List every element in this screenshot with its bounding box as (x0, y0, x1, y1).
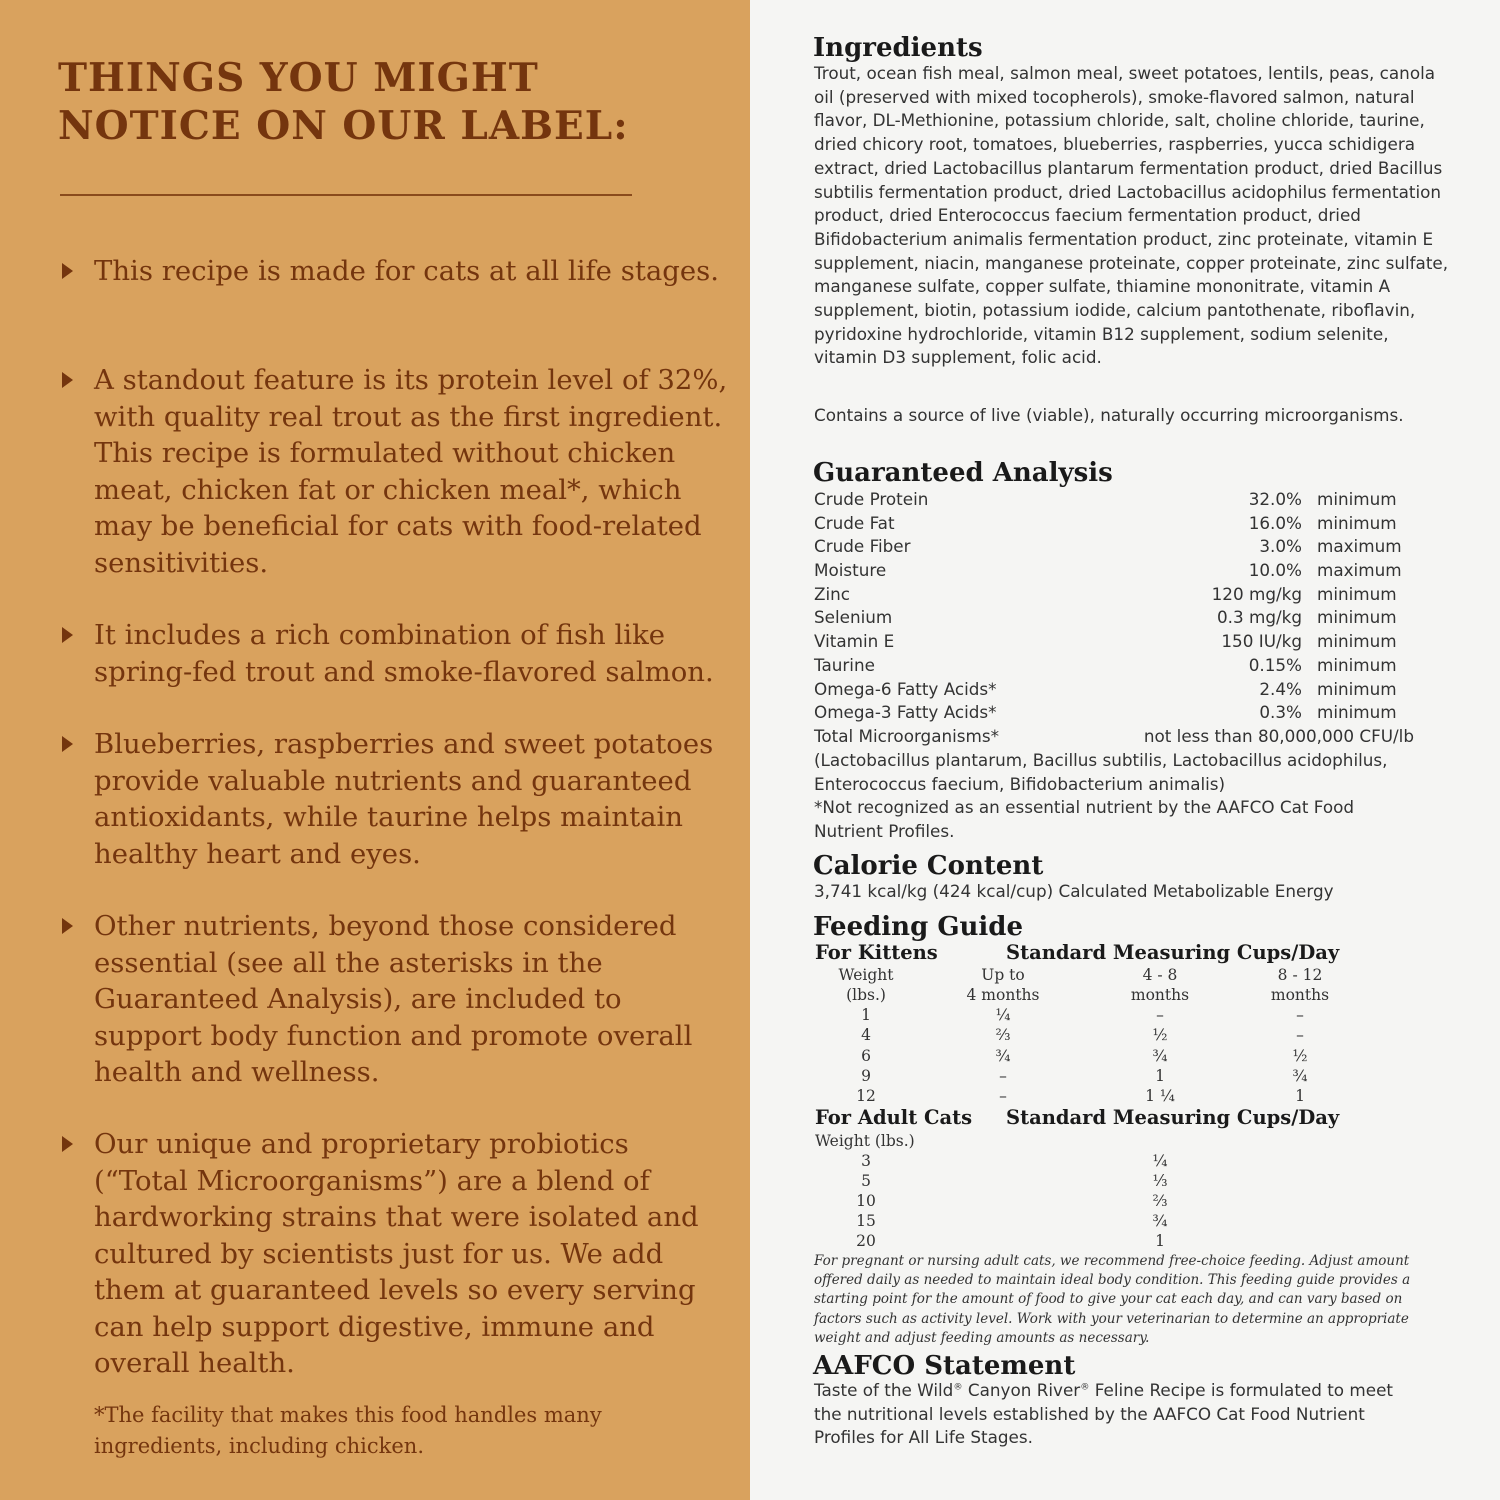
feeding-guide-heading: Feeding Guide (813, 912, 1024, 942)
ga-row (814, 535, 1414, 559)
ga-qualifier: minimum (1317, 489, 1397, 509)
ga-qualifier: minimum (1317, 702, 1397, 723)
kitten-table-cell: – (1156, 1006, 1164, 1024)
ga-value: 16.0% (1248, 512, 1302, 533)
kitten-table-cell: 9 (861, 1066, 871, 1085)
kitten-table-cell: ¾ (1292, 1066, 1308, 1085)
ga-qualifier: maximum (1317, 536, 1402, 557)
ga-row (814, 606, 1414, 630)
kitten-table-cell: 12 (856, 1087, 876, 1106)
adult-table-cell: 20 (856, 1232, 876, 1250)
arrow-icon (62, 372, 73, 388)
kitten-table-header: Up to (981, 966, 1025, 984)
guaranteed-analysis-table (814, 488, 1414, 749)
kitten-table-cell: ½ (1152, 1026, 1168, 1045)
kitten-table-cell: 1 ¼ (1145, 1087, 1175, 1106)
kitten-table-cell: ⅔ (995, 1026, 1011, 1045)
ga-row (814, 678, 1414, 702)
kitten-table-cell: ¼ (995, 1006, 1011, 1024)
ingredients-heading: Ingredients (813, 33, 983, 63)
kitten-table-cell: ½ (1292, 1046, 1308, 1065)
ga-qualifier: minimum (1317, 607, 1397, 628)
bullet-text: This recipe is made for cats at all life stages. (94, 255, 719, 287)
adult-table-cell: 10 (856, 1192, 876, 1210)
bullet-life-stages (60, 253, 730, 290)
label-notice-title: THINGS YOU MIGHT NOTICE ON OUR LABEL: (58, 55, 629, 149)
brand-name: Taste of the Wild (814, 1380, 954, 1400)
bullet-protein (60, 362, 730, 581)
kitten-table-header: 8 - 12 (1277, 966, 1323, 984)
bullet-fish (60, 617, 730, 690)
ga-nutrient: Total Microorganisms* (814, 725, 1000, 746)
bullet-probiotics (60, 1126, 730, 1382)
ga-row (814, 630, 1414, 654)
ga-row (814, 512, 1414, 536)
aafco-statement (814, 1379, 1424, 1450)
ga-value: 150 IU/kg (1221, 631, 1302, 652)
strains-list: (Lactobacillus plantarum, Bacillus subtilis, Lactobacillus acidophilus, Enterococcus faecium, Bifidobacterium animalis) (814, 750, 1388, 794)
title-divider (60, 194, 632, 196)
arrow-icon (62, 918, 73, 934)
ga-row (814, 583, 1414, 607)
kitten-table-cell: – (999, 1087, 1007, 1106)
ga-value: 0.15% (1248, 654, 1302, 675)
feeding-note: For pregnant or nursing adult cats, we recommend free-choice feeding. Adjust amount offered daily as needed to maintain ideal body condition. This feeding guide provides a starting point for the amount of food to give your cat each day, and can vary based on factors such as activity level. Work with your veterinarian to determine an appropriate weight and adjust feeding amounts as necessary. (814, 1253, 1411, 1346)
ga-value: 0.3 mg/kg (1216, 607, 1302, 628)
adults-label: For Adult Cats (815, 1106, 973, 1129)
ga-value: not less than 80,000,000 CFU/lb (1143, 725, 1414, 746)
aafco-heading: AAFCO Statement (813, 1351, 1076, 1381)
ga-qualifier: maximum (1317, 560, 1402, 581)
ga-value: 120 mg/kg (1211, 583, 1302, 604)
bullet-text: Blueberries, raspberries and sweet potatoes provide valuable nutrients and guaranteed antioxidants, while taurine helps maintain healthy heart and eyes. (94, 728, 714, 870)
ga-nutrient: Moisture (814, 560, 887, 581)
ga-qualifier: minimum (1317, 631, 1397, 652)
kitten-table-header: months (1270, 986, 1330, 1004)
kitten-table-cell: – (999, 1066, 1007, 1085)
ga-qualifier: minimum (1317, 654, 1397, 675)
ga-nutrient: Vitamin E (814, 631, 895, 652)
adult-table-cell: ¼ (1152, 1152, 1168, 1170)
kittens-label: For Kittens (815, 941, 938, 964)
kitten-table-cell: 4 (861, 1026, 871, 1045)
ga-row (814, 488, 1414, 512)
kitten-table-header: (lbs.) (846, 986, 886, 1004)
kittens-cups-label: Standard Measuring Cups/Day (1006, 941, 1340, 964)
ga-value: 0.3% (1259, 702, 1302, 723)
ga-row (814, 559, 1414, 583)
kitten-table-cell: ¾ (995, 1046, 1011, 1065)
ga-qualifier: minimum (1317, 512, 1397, 533)
ga-qualifier: minimum (1317, 583, 1397, 604)
live-microorganisms-note: Contains a source of live (viable), naturally occurring microorganisms. (814, 405, 1404, 425)
arrow-icon (62, 627, 73, 643)
ga-value: 2.4% (1259, 678, 1302, 699)
ga-nutrient: Omega-6 Fatty Acids* (814, 678, 997, 699)
calorie-content-text: 3,741 kcal/kg (424 kcal/cup) Calculated Metabolizable Energy (814, 881, 1334, 901)
ga-nutrient: Taurine (814, 654, 875, 675)
bullet-other-nutrients (60, 908, 730, 1091)
ga-nutrient: Omega-3 Fatty Acids* (814, 702, 997, 723)
kitten-table-cell: – (1296, 1026, 1304, 1045)
ingredients-text: Trout, ocean fish meal, salmon meal, sweet potatoes, lentils, peas, canola oil (preserved with mixed tocopherols), smoke-flavored salmon, natural flavor, DL-Methionine, potassium chloride, salt, choline chloride, taurine, dried chicory root, tomatoes, blueberries, raspberries, yucca schidigera extract, dried Lactobacillus plantarum fermentation product, dried Bacillus subtilis fermentation product, dried Lactobacillus acidophilus fermentation product, dried Enterococcus faecium fermentation product, dried Bifidobacterium animalis fermentation product, zinc proteinate, vitamin E supplement, niacin, manganese proteinate, copper proteinate, zinc sulfate, manganese sulfate, copper sulfate, thiamine mononitrate, vitamin A supplement, biotin, potassium iodide, calcium pantothenate, riboflavin, pyridoxine hydrochloride, vitamin B12 supplement, sodium selenite, vitamin D3 supplement, folic acid. (814, 63, 1449, 368)
guaranteed-analysis-heading: Guaranteed Analysis (813, 458, 1113, 488)
kitten-table-cell: – (1296, 1006, 1304, 1024)
kitten-table-header: months (1130, 986, 1190, 1004)
adult-table-cell: 1 (1155, 1232, 1165, 1250)
arrow-icon (62, 736, 73, 752)
ga-qualifier: minimum (1317, 678, 1397, 699)
ga-nutrient: Selenium (814, 607, 893, 628)
product-name: Canyon River (967, 1380, 1081, 1400)
kitten-table-header: 4 - 8 (1142, 966, 1178, 984)
aafco-text: Feline Recipe is formulated to meet the nutritional levels established by the AAFCO Cat Food Nutrient Profiles for All Life Stages. (814, 1380, 1393, 1448)
ga-nutrient: Crude Fat (814, 512, 895, 533)
kitten-table-cell: 1 (1155, 1066, 1165, 1085)
bullet-text: A standout feature is its protein level of 32%, with quality real trout as the first ingredient. This recipe is formulated without chicken meat, chicken fat or chicken meal*, which may be beneficial for cats with food-related sensitivities. (94, 364, 728, 579)
ga-value: 10.0% (1248, 560, 1302, 581)
adult-table-cell: 15 (856, 1212, 876, 1230)
ga-row (814, 701, 1414, 725)
kitten-table-cell: ¾ (1152, 1046, 1168, 1065)
bullet-text: Other nutrients, beyond those considered essential (see all the asterisks in the Guaranteed Analysis), are included to support body function and promote overall health and wellness. (94, 910, 693, 1088)
kitten-table-cell: 6 (861, 1046, 871, 1065)
adult-table-cell: ¾ (1152, 1212, 1168, 1230)
bullet-text: Our unique and proprietary probiotics (“Total Microorganisms”) are a blend of hardworking strains that were isolated and cultured by scientists just for us. We add them at guaranteed levels so every serving can help support digestive, immune and overall health. (94, 1128, 699, 1379)
kitten-table-header: Weight (838, 966, 894, 984)
ga-value: 32.0% (1248, 489, 1302, 509)
kitten-table-header: 4 months (966, 986, 1040, 1004)
ga-value: 3.0% (1259, 536, 1302, 557)
registered-mark: ® (953, 1381, 963, 1393)
ga-nutrient: Crude Fiber (814, 536, 911, 557)
adults-cups-label: Standard Measuring Cups/Day (1006, 1106, 1340, 1129)
arrow-icon (62, 263, 73, 279)
bullet-antioxidants (60, 726, 730, 872)
ga-nutrient: Crude Protein (814, 489, 929, 509)
calorie-content-heading: Calorie Content (813, 851, 1044, 881)
ga-row-microorganisms (814, 725, 1414, 749)
kitten-table-cell: 1 (1295, 1087, 1305, 1106)
bullet-text: It includes a rich combination of fish like spring-fed trout and smoke-flavored salmon. (94, 619, 714, 688)
ga-row (814, 654, 1414, 678)
aafco-nutrient-footnote: *Not recognized as an essential nutrient by the AAFCO Cat Food Nutrient Profiles. (814, 797, 1355, 841)
adult-weight-header: Weight (lbs.) (815, 1132, 915, 1150)
adult-table-cell: 3 (861, 1152, 871, 1170)
registered-mark: ® (1080, 1381, 1090, 1393)
arrow-icon (62, 1136, 73, 1152)
facility-footnote: *The facility that makes this food handles many ingredients, including chicken. (94, 1403, 602, 1458)
adult-table-cell: ⅓ (1152, 1172, 1168, 1190)
kitten-table-cell: 1 (861, 1006, 871, 1024)
adult-table-cell: 5 (861, 1172, 871, 1190)
adult-table-cell: ⅔ (1152, 1192, 1168, 1210)
ga-nutrient: Zinc (814, 583, 851, 604)
